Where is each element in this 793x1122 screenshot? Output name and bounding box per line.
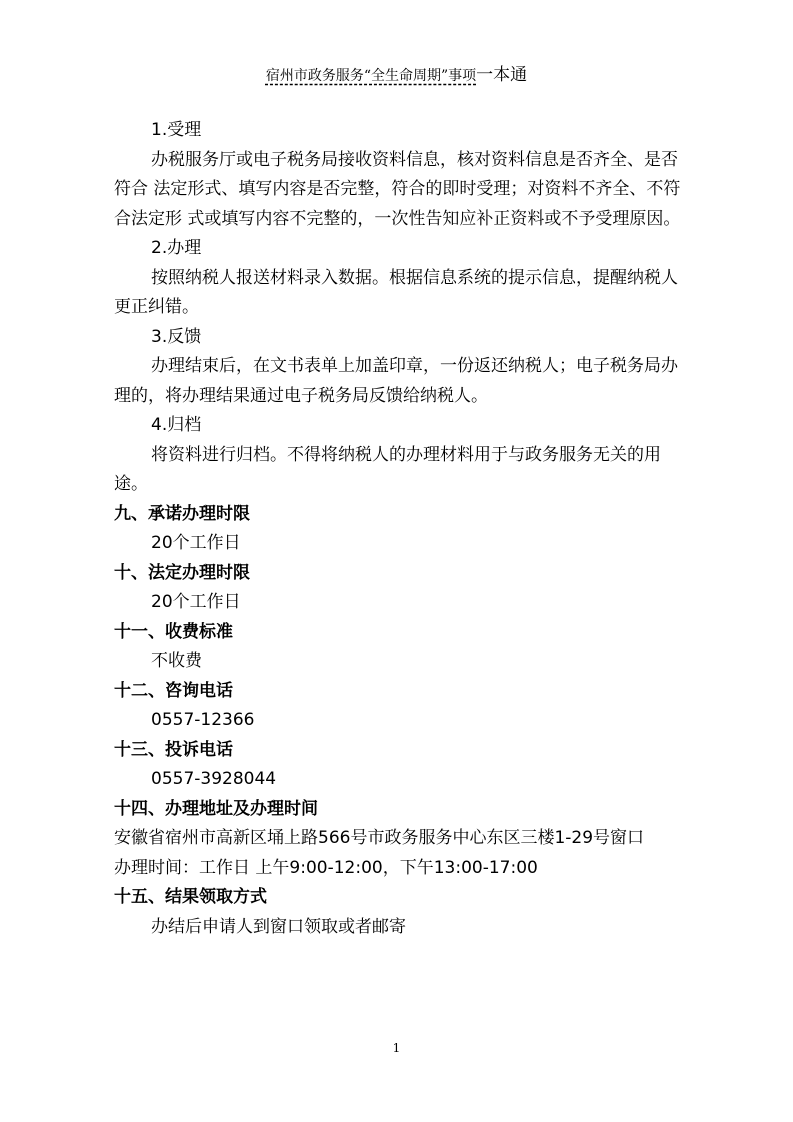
- step-label: 3.反馈: [151, 326, 202, 347]
- section-title: 十、法定办理时限: [114, 562, 250, 583]
- document-body: [114, 116, 684, 942]
- step-label: 2.办理: [151, 238, 202, 258]
- page-number: 1: [392, 1041, 401, 1055]
- step-text: 办税服务厅或电子税务局接收资料信息，核对资料信息是否齐全、是否符合 法定形式、填写内容是否完整，符合的即时受理；对资料不齐全、不符合法定形 式或填写内容不完整的，一次性告知应补正资料或不予受理原因。: [114, 149, 681, 229]
- step-label: 1.受理: [151, 120, 202, 140]
- header-title: 宿州市政务服务“全生命周期”事项: [265, 68, 477, 84]
- section-title: 十一、收费标准: [114, 621, 233, 642]
- step-text: 办理结束后，在文书表单上加盖印章，一份返还纳税人；电子税务局办理的，将办理结果通过电子税务局反馈给纳税人。: [114, 356, 678, 406]
- office-address: 安徽省宿州市高新区埇上路566号市政务服务中心东区三楼1-29号窗口: [114, 828, 645, 848]
- section-body: 20个工作日: [151, 533, 241, 553]
- section-title: 十四、办理地址及办理时间: [114, 798, 318, 819]
- step-text: 将资料进行归档。不得将纳税人的办理材料用于与政务服务无关的用途。: [114, 444, 661, 494]
- complaint-phone: 0557-3928044: [151, 769, 277, 789]
- section-title: 十二、咨询电话: [114, 680, 233, 701]
- header-title-tail: 一本通: [476, 65, 528, 85]
- section-body: 办结后申请人到窗口领取或者邮寄: [151, 916, 406, 937]
- page-header: [0, 60, 793, 85]
- section-title: 十五、结果领取方式: [114, 887, 267, 907]
- office-hours: 办理时间：工作日 上午9:00-12:00，下午13:00-17:00: [114, 857, 538, 878]
- step-label: 4.归档: [151, 415, 202, 435]
- section-title: 九、承诺办理时限: [114, 503, 250, 524]
- section-title: 十三、投诉电话: [114, 739, 233, 760]
- section-body: 20个工作日: [151, 592, 241, 612]
- consult-phone: 0557-12366: [151, 710, 255, 730]
- section-body: 不收费: [151, 651, 202, 671]
- step-text: 按照纳税人报送材料录入数据。根据信息系统的提示信息，提醒纳税人更正纠错。: [114, 267, 678, 317]
